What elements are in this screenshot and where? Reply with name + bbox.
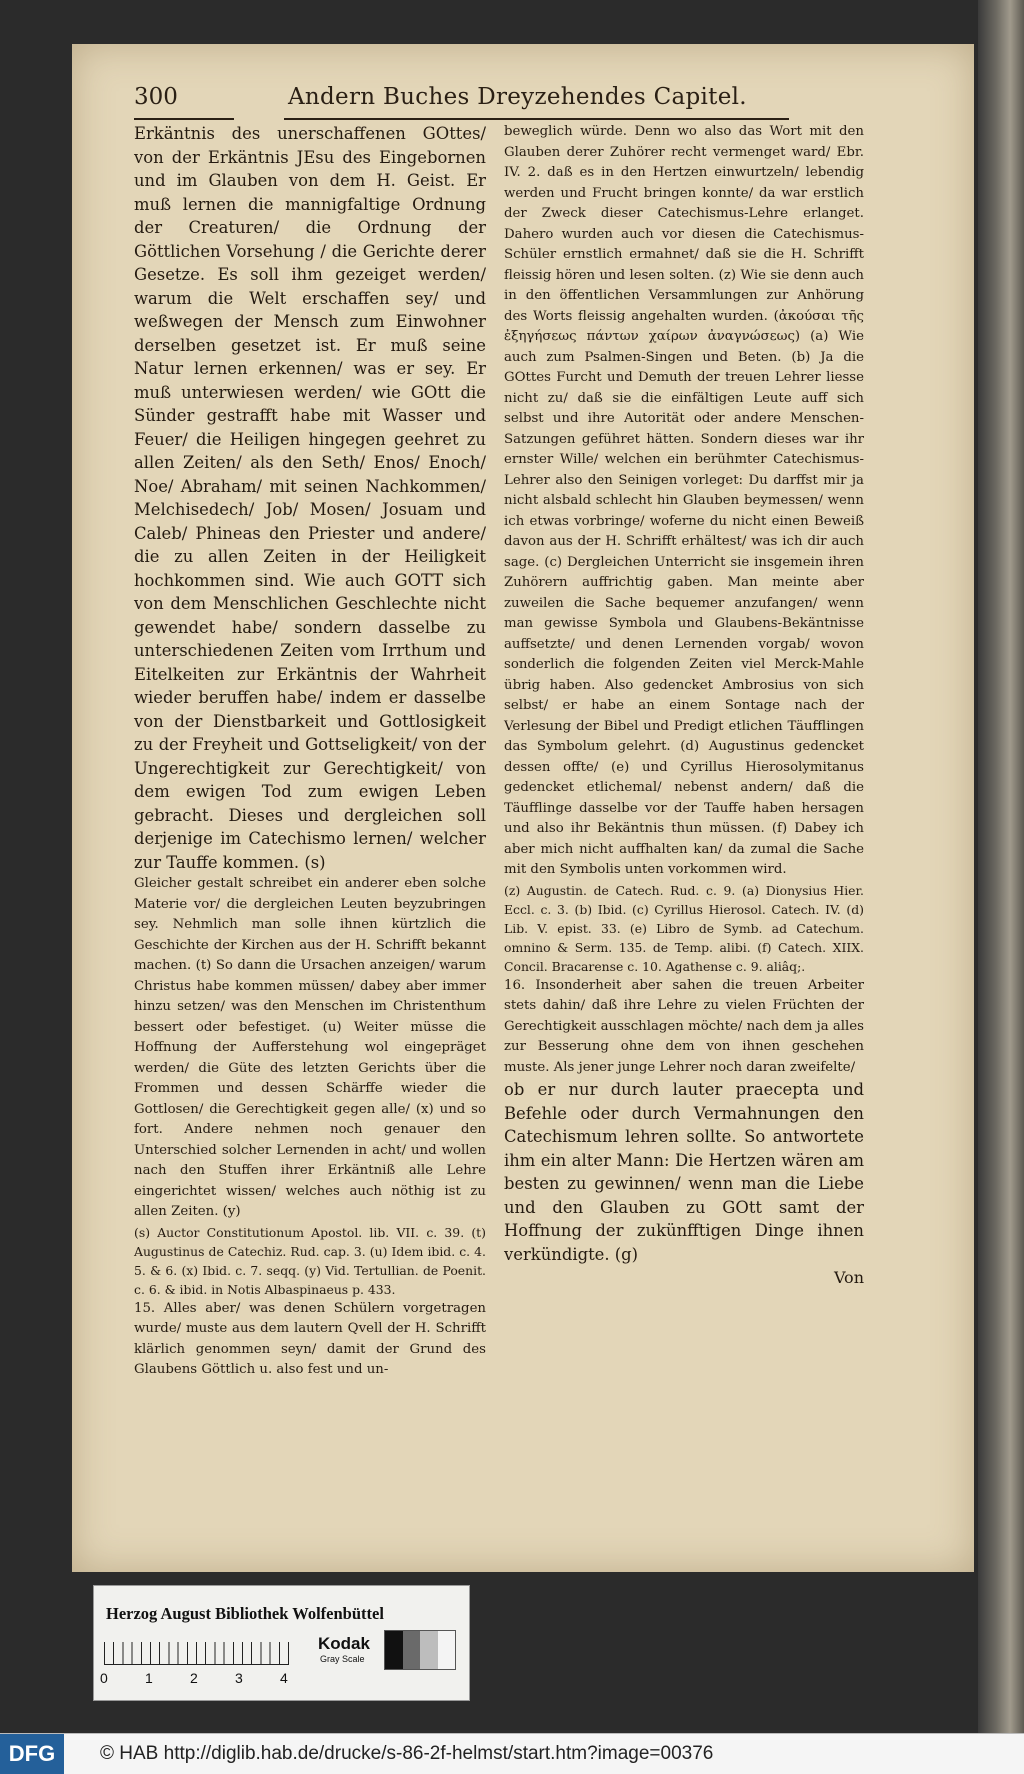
copyright-link[interactable]: © HAB http://diglib.hab.de/drucke/s-86-2f-helmst/start.htm?image=00376 <box>100 1743 714 1764</box>
scale-number: 1 <box>145 1670 153 1686</box>
right-footnote: (z) Augustin. de Catech. Rud. c. 9. (a) Dionysius Hier. Eccl. c. 3. (b) Ibid. (c) Cyrillus Hierosol. Catech. IV. (d) Lib. V. epist. 33. (e) Libro de Symb. ad Catechum. omnino & Serm. 135. de Temp. alibi. (f) Catech. XIIX. Concil. Bracarense c. 10. Agathense c. 9. aliâq;. <box>504 882 864 974</box>
section-16-intro: 16. Insonderheit aber sahen die treuen Arbeiter stets dahin/ daß ihre Lehre zu vielen Früchten der Gerechtigkeit ausschlagen möchte/ nach dem ja alles zur Besserung ohne dem von ihnen geschehen muste. Als jener junge Lehrer noch daran zweifelte/ <box>504 977 864 1075</box>
page-number: 300 <box>134 84 178 110</box>
dfg-logo: DFG <box>0 1734 64 1774</box>
catchword: Von <box>833 1268 864 1287</box>
scale-ruler <box>104 1642 289 1665</box>
section-16-emphasis: ob er nur durch lauter praecepta und Befehle oder durch Vermahnungen den Catechismum lehren sollte. So antwortete ihm ein alter Mann: Die Hertzen wären am besten zu gewinnen/ wenn man die Liebe und den Glauben zu GOtt samt der Hoffnung der zukünfftigen Dinge ihnen verkündigte. (g) <box>504 1080 864 1264</box>
scale-number: 4 <box>280 1670 288 1686</box>
section-15: 15. Alles aber/ was denen Schülern vorgetragen wurde/ muste aus dem lautern Qvell der H. Schrifft klärlich genommen seyn/ damit der Grund des Glaubens Göttlich u. also fest und un- <box>134 1300 486 1377</box>
right-column <box>504 122 864 1287</box>
header-rule-right <box>284 118 789 120</box>
footer-bar <box>0 1733 1024 1774</box>
gray-swatch <box>385 1631 403 1669</box>
gray-swatch <box>420 1631 438 1669</box>
scale-number: 0 <box>100 1670 108 1686</box>
gray-swatch <box>438 1631 456 1669</box>
left-small-text: Gleicher gestalt schreibet ein anderer eben solche Materie vor/ die dergleichen Leuten beyzubringen sey. Nehmlich man solle ihnen kürtzlich die Geschichte der Kirchen aus der H. Schrifft bekannt machen. (t) So dann die Ursachen anzeigen/ warum Christus habe kommen müssen/ dabey aber immer hinzu setzen/ was den Menschen im Christenthum bessert oder befestiget. (u) Weiter müsse die Hoffnung der Aufferstehung wol eingepräget werden/ die Güte des letzten Gerichts über die Frommen und dessen Schärffe wieder die Gottlosen/ die Gerechtigkeit gegen alle/ (x) und so fort. Andere nehmen noch genauer den Unterschied solcher Lernenden in acht/ und wollen nach den Stuffen ihrer Erkäntniß alle Lehre eingerichtet wissen/ welches auch nöthig ist zu allen Zeiten. (y) <box>134 876 486 1219</box>
left-column <box>134 122 486 1381</box>
left-main-text: Erkäntnis des unerschaffenen GOttes/ von der Erkäntnis JEsu des Eingebornen und im Glauben von dem H. Geist. Er muß lernen die mannigfaltige Ordnung der Creaturen/ die Ordnung der Göttlichen Vorsehung / die Gerichte derer Gesetze. Es soll ihm gezeiget werden/ warum die Welt erschaffen sey/ und weßwegen der Mensch zum Einwohner derselben gesetzet ist. Er muß seine Natur lernen erkennen/ was er sey. Er muß unterwiesen werden/ wie GOtt die Sünder gestrafft habe mit Wasser und Feuer/ die Heiligen hingegen geehret zu allen Zeiten/ als den Seth/ Enos/ Enoch/ Noe/ Abraham/ mit seinen Nachkommen/ Melchisedech/ Job/ Mosen/ Josuam und Caleb/ Phineas den Priester und andere/ die zu allen Zeiten in der Heiligkeit hochkommen sind. Wie auch GOTT sich von dem Menschlichen Geschlechte nicht gewendet habe/ sondern dasselbe zu unterschiedenen Zeiten vom Irrthum und Eitelkeiten zur Erkäntnis der Wahrheit wieder beruffen habe/ indem er dasselbe von der Dienstbarkeit und Gottlosigkeit zu der Freyheit und Gottseligkeit/ von der Ungerechtigkeit zur Gerechtigkeit/ von dem ewigen Tod zum ewigen Leben gebracht. Dieses und dergleichen soll derjenige im Catechismo lernen/ welcher zur Tauffe kommen. (s) <box>134 124 486 872</box>
kodak-logo: Kodak <box>318 1634 370 1653</box>
library-name: Herzog August Bibliothek Wolfenbüttel <box>106 1604 384 1623</box>
scale-number: 2 <box>190 1670 198 1686</box>
left-footnote: (s) Auctor Constitutionum Apostol. lib. VII. c. 39. (t) Augustinus de Catechiz. Rud. cap. 3. (u) Idem ibid. c. 4. 5. & 6. (x) Ibid. c. 7. seqq. (y) Vid. Tertullian. de Poenit. c. 6. & ibid. in Notis Albaspinaeus p. 433. <box>134 1224 486 1297</box>
header-rule-left <box>134 118 234 120</box>
adjacent-page-edge <box>978 0 1024 1733</box>
color-target-card <box>93 1585 470 1701</box>
running-title: Andern Buches Dreyzehendes Capitel. <box>288 84 747 110</box>
gray-swatches <box>384 1630 456 1670</box>
gray-swatch <box>403 1631 421 1669</box>
page-header <box>134 80 794 124</box>
scale-number: 3 <box>235 1670 243 1686</box>
gray-scale-label: Gray Scale <box>320 1654 365 1664</box>
right-small-text: beweglich würde. Denn wo also das Wort mit den Glauben derer Zuhörer recht vermenget ward/ Ebr. IV. 2. daß es in den Hertzen einwurtzeln/ lebendig werden und Frucht bringen konnte/ da war erstlich der Zweck dieser Catechismus-Lehre erlanget. Dahero wurden auch vor diesen die Catechismus-Schüler ernstlich ermahnet/ daß sie die H. Schrifft fleissig hören und lesen solten. (z) Wie sie denn auch in den öffentlichen Versammlungen zur Anhörung des Worts fleissig angehalten wurden. (ἀκούσαι τῆς ἐξηγήσεως πάντων χαίρων ἀναγνώσεως) (a) Wie auch zum Psalmen-Singen und Beten. (b) Ja die GOttes Furcht und Demuth der treuen Lehrer liesse nicht zu/ daß sie die einfältigen Leute auff sich selbst und ihre Autorität oder andere Menschen-Satzungen geführet hätten. Sondern dieses war ihr ernster Wille/ welchen ein berühmter Catechismus-Lehrer also den Seinigen vorleget: Du darffst mir ja nicht alsbald schlecht hin Glauben beymessen/ wenn ich etwas vorbringe/ woferne du nicht einen Beweiß davon aus der H. Schrifft erhältest/ was ich dir auch sage. (c) Dergleichen Unterricht sie insgemein ihren Zuhörern auffrichtig gaben. Man meinte aber zuweilen die Sache bequemer anzufangen/ wenn man gewisse Symbola und Glaubens-Bekäntnisse auffsetzte/ und denen Lernenden vorgab/ wovon sonderlich die folgenden Zeiten viel Merck-Mahle übrig haben. Also gedencket Ambrosius von sich selbst/ er habe an einem Sontage nach der Verlesung der Bibel und Predigt etlichen Täufflingen das Symbolum gelehrt. (d) Augustinus gedencket dessen offte/ (e) und Cyrillus Hierosolymitanus gedencket etlichemal/ nebenst andern/ daß die Täufflinge dasselbe vor der Tauffe haben hersagen und also ihr Bekäntnis thun müssen. (f) Dabey ich aber mich nicht auffhalten kan/ da zumal die Sache mit den Symbolis unten vorkommen wird. <box>504 124 864 877</box>
